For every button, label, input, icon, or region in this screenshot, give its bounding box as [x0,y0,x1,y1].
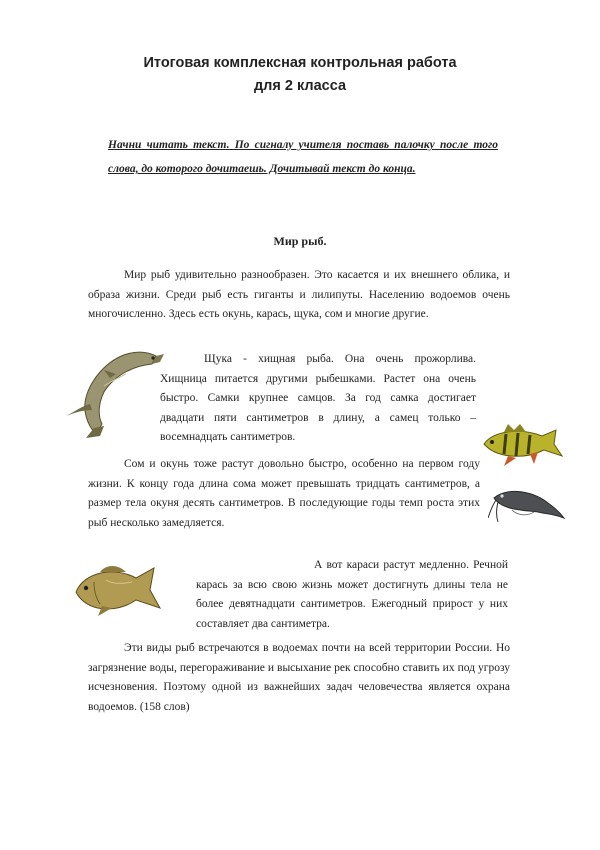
catfish-icon [488,480,568,524]
paragraph-pike: Щука - хищная рыба. Она очень прожорлива. Хищница питается другими рыбешками. Растет она очень быстро. Самки крупнее самцов. За год самка достигает двадцати пяти сантиметров в длину, а самец только – восемнадцать сантиметров. [160,353,476,443]
title-line-1: Итоговая комплексная контрольная работа [143,55,457,71]
pike-fish-icon [60,342,168,440]
paragraph-intro: Мир рыб удивительно разнообразен. Это касается и их внешнего облика, и образа жизни. Среди рыб есть гиганты и лилипуты. Населению водоемов очень многочисленно. Здесь есть окунь, карась, щука, сом и многие другие. [88,269,510,320]
document-title [60,52,540,98]
perch-fish-icon [478,420,568,470]
crucian-carp-icon [66,560,166,620]
paragraph-catfish-perch: Сом и окунь тоже растут довольно быстро, особенно на первом году жизни. К концу года длина сома может превышать тридцать сантиметров, а размер тела окуня десять сантиметров. В последующие годы темп роста этих рыб несколько замедляется. [88,458,480,529]
reading-instruction: Начни читать текст. По сигналу учителя поставь палочку после того слова, до которого дочитаешь. Дочитывай текст до конца. [108,139,498,175]
paragraph-crucian-carp: А вот караси растут медленно. Речной карась за всю свою жизнь может достигнуть длины тела не более девятнадцати сантиметров. Ежегодный прирост у них составляет два сантиметра. [196,559,508,630]
title-line-2: для 2 класса [253,78,347,94]
paragraph-conclusion: Эти виды рыб встречаются в водоемах почти на всей территории России. Но загрязнение воды, перегораживание и высыхание рек способно ставить их под угрозу исчезновения. Поэтому одной из важнейших задач человечества является охрана водоемов. (158 слов) [88,642,510,713]
story-title: Мир рыб. [273,234,327,248]
